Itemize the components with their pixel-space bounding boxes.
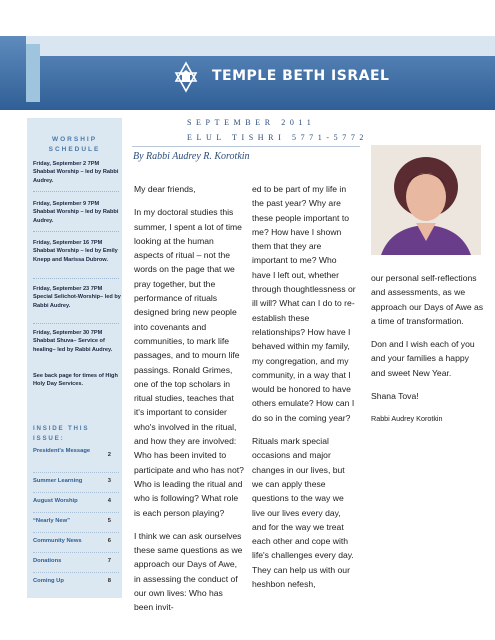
divider xyxy=(33,572,119,573)
see-back-note: See back page for times of High Holy Day Services. xyxy=(33,373,118,388)
toc-label: Community News xyxy=(33,538,82,544)
paragraph: My dear friends, xyxy=(134,184,196,194)
toc-page: 6 xyxy=(107,538,111,544)
paragraph: Don and I wish each of you and your families a happy and sweet New Year. xyxy=(371,339,475,378)
article-column-2 xyxy=(252,182,356,600)
divider xyxy=(33,323,119,324)
article-column-1 xyxy=(134,182,244,624)
divider xyxy=(33,191,119,192)
schedule-item: Friday, September 2 7PM Shabbat Worship – led by Rabbi Audrey. xyxy=(33,161,119,184)
inside-issue-title: INSIDE THIS ISSUE: xyxy=(33,425,90,442)
paragraph: our personal self-reflections and assessments, as we approach our Days of Awe as a time of transformation. xyxy=(371,273,484,326)
paragraph: Shana Tova! xyxy=(371,391,419,402)
divider xyxy=(33,512,119,513)
toc-label: Summer Learning xyxy=(33,478,83,484)
hebrew-date: ELUL TISHRI 5771-5772 xyxy=(187,133,369,142)
masthead-accent-bar xyxy=(26,44,40,102)
issue-date: SEPTEMBER 2011 xyxy=(187,118,316,127)
divider xyxy=(33,472,119,473)
toc-label: Donations xyxy=(33,558,62,564)
divider xyxy=(33,278,119,279)
star-of-david-temple-icon xyxy=(176,63,196,91)
paragraph: Rituals mark special occasions and major changes in our lives, but we can apply these questions to the way we live our lives every day, and for the way we treat each other and cope with life's challenges every day. They can help us with our heshbon nefesh, xyxy=(252,436,354,590)
sidebar-panel xyxy=(27,118,122,598)
toc-label: “Nearly New” xyxy=(33,518,71,524)
toc-page: 5 xyxy=(107,518,111,524)
toc-page: 4 xyxy=(107,498,111,504)
org-name: TEMPLE BETH ISRAEL xyxy=(212,68,390,84)
paragraph: In my doctoral studies this summer, I spent a lot of time looking at the human aspects of ritual – not the words on the page that we pray together, but the performance of rituals designed bring new people into covenants and communities, to mark life passages, and to mourn life passings. Ronald Grimes, one of the top scholars in ritual studies, teaches that it's important to consider who's involved in the ritual, and how they are involved: Who has been invited to participate and who has not? Who is leading the ritual and who is following? What role is each person playing? xyxy=(134,207,244,518)
schedule-item: Friday, September 16 7PM Shabbat Worship – led by Emily Knepp and Marissa Dubrow. xyxy=(33,240,118,263)
toc-label: President's Message xyxy=(33,448,91,454)
schedule-item: Friday, September 30 7PM Shabbat Shuva– Service of healing– led by Rabbi Audrey. xyxy=(33,330,113,353)
article-column-3 xyxy=(371,271,485,436)
paragraph: ed to be part of my life in the past year? Why are these people important to me? How have I shown them that they are important to me? Who have I left out, whether through thoughtlessness or ill will? What can I do to re-establish these relationships? How have I behaved within my family, my congregation, and my community, in a way that I would be honored to have others emulate? How can I do so in the coming year? xyxy=(252,184,356,423)
masthead-top-strip xyxy=(26,36,495,56)
toc-page: 2 xyxy=(107,452,111,458)
toc-label: August Worship xyxy=(33,498,78,504)
schedule-item: Friday, September 23 7PM Special Selichot-Worship– led by Rabbi Audrey. xyxy=(33,286,121,309)
toc-item[interactable] xyxy=(33,517,121,525)
toc-item[interactable] xyxy=(33,477,121,485)
toc-label: Coming Up xyxy=(33,578,64,584)
toc-item[interactable] xyxy=(33,557,121,565)
worship-schedule-title: WORSHIP SCHEDULE xyxy=(48,136,101,153)
toc-page: 3 xyxy=(107,478,111,484)
toc-page: 7 xyxy=(107,558,111,564)
toc-page: 8 xyxy=(107,578,111,584)
toc-item[interactable] xyxy=(33,447,121,458)
article-byline: By Rabbi Audrey R. Korotkin xyxy=(133,151,250,162)
paragraph: I think we can ask ourselves these same questions as we approach our Days of Awe, in assessing the conduct of our own lives: Who has been invit- xyxy=(134,530,243,613)
divider xyxy=(33,552,119,553)
toc-item[interactable] xyxy=(33,497,121,505)
divider xyxy=(33,492,119,493)
toc-item[interactable] xyxy=(33,577,121,585)
divider xyxy=(33,532,119,533)
rabbi-portrait-photo xyxy=(371,145,481,255)
toc-item[interactable] xyxy=(33,537,121,545)
divider xyxy=(132,146,360,147)
signature: Rabbi Audrey Korotkin xyxy=(371,414,443,424)
schedule-item: Friday, September 9 7PM Shabbat Worship – led by Rabbi Audrey. xyxy=(33,201,119,224)
divider xyxy=(33,231,119,232)
